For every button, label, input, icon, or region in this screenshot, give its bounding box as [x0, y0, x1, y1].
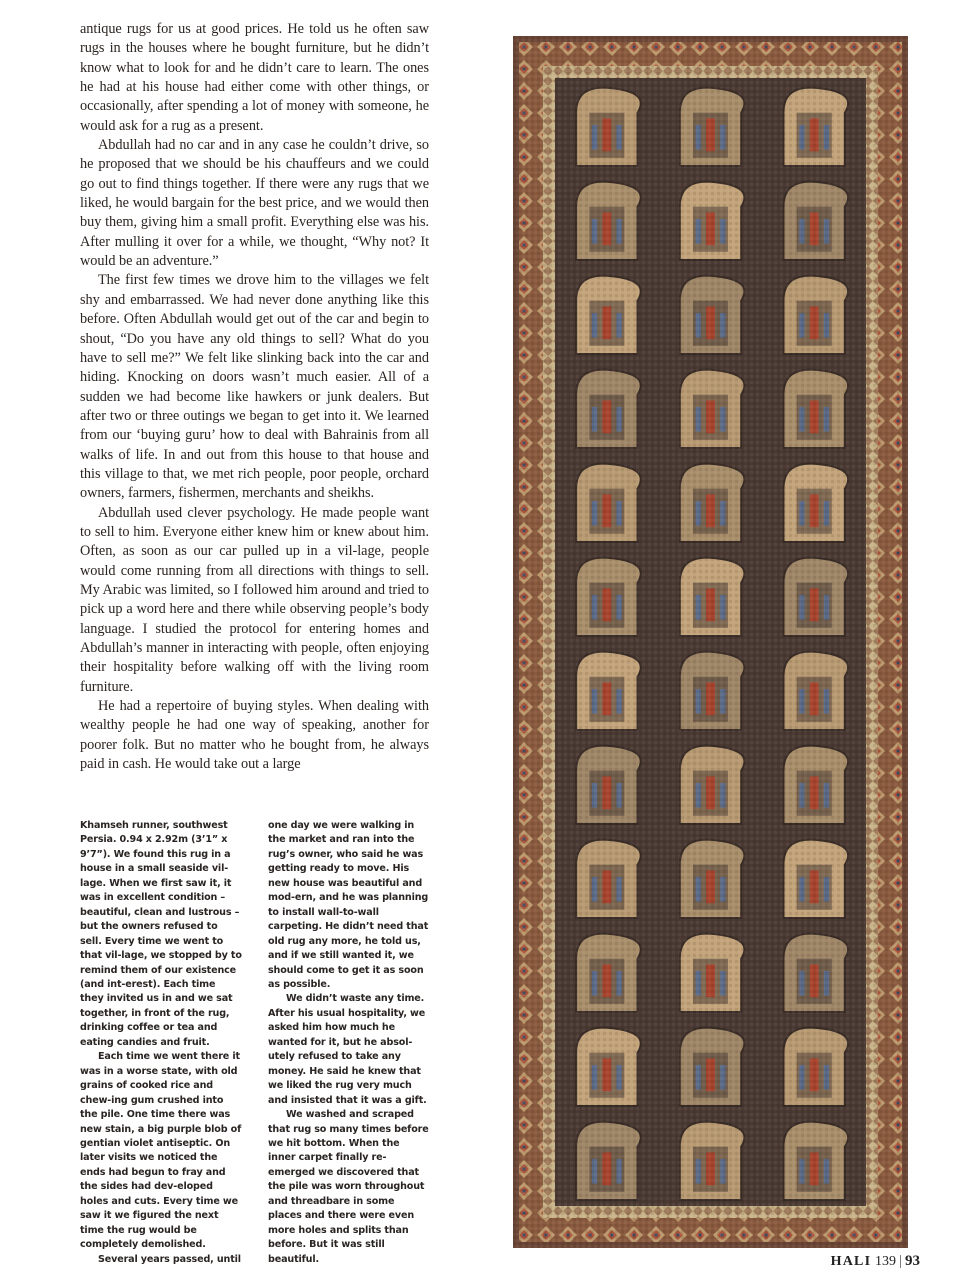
caption-column-left: [80, 819, 242, 1267]
footer-separator: |: [898, 1253, 902, 1269]
rug-texture: [513, 36, 908, 1248]
article-paragraph: antique rugs for us at good prices. He told us he often saw rugs in the houses where he bought furniture, but he didn’t know what to look for and he didn’t care to learn. The ones he had at his house had either come with other things, or occasionally, after spending a lot of money with someone, he would ask for a rug as a present.: [80, 21, 429, 134]
magazine-name: HALI: [830, 1254, 872, 1269]
khamseh-runner-image: [513, 36, 908, 1248]
caption-paragraph: Khamseh runner, southwest Persia. 0.94 x 2.92m (3’1” x 9’7”). We found this rug in a house in a small seaside vil-lage. When we first saw it, it was in excellent condition – beautiful, clean and lustrous – but the owners refused to sell. Every time we went to that vil-lage, we stopped by to remind them of our existence (and int-erest). Each time they invited us in and we sat together, in front of the rug, drinking coffee or tea and eating candies and fruit.: [80, 820, 242, 1048]
article-body-column: [80, 20, 429, 774]
issue-number: 139: [874, 1254, 896, 1269]
caption-paragraph: We didn’t waste any time. After his usual hospitality, we asked him how much he wanted for it, but he absol-utely refused to take any money. He said he knew that we liked the rug very much and insisted that it was a gift.: [268, 993, 427, 1106]
caption-column-right: [268, 819, 430, 1267]
rug-graphic: [513, 36, 908, 1248]
article-paragraph: He had a repertoire of buying styles. When dealing with wealthy people he had one way of speaking, another for poorer folk. But no matter who he bought from, he always paid in cash. He would take out a large: [80, 698, 429, 773]
caption-paragraph: Each time we went there it was in a worse state, with old grains of cooked rice and chew-ing gum crushed into the pile. One time there was new stain, a big purple blob of gentian violet antiseptic. On later visits we noticed the ends had begun to fray and the sides had dev-eloped holes and cuts. Every time we saw it we figured the next time the rug would be completely demolished.: [80, 1051, 242, 1251]
caption-paragraph: We washed and scraped that rug so many times before we hit bottom. When the inner carpet finally re-emerged we discovered that the pile was worn throughout and threadbare in some places and there were even more holes and splits than before. But it was still beautiful.: [268, 1109, 429, 1265]
article-paragraph: The first few times we drove him to the villages we felt shy and embarrassed. We had never done anything like this before. Often Abdullah would get out of the car and begin to shout, “Do you have any old things to sell? What do you have to sell me?” We felt like slinking back into the car and hiding. Knocking on doors wasn’t much easier. All of a sudden we had become like hawkers or junk dealers. But after two or three outings we began to get into it. We learned from our ‘buying guru’ how to deal with Bahrainis from all walks of life. In and out from this house to that house and this village to that, we met rich people, poor people, orchard owners, farmers, fishermen, merchants and sheikhs.: [80, 272, 429, 502]
caption-paragraph: one day we were walking in the market and ran into the rug’s owner, who said he was getting ready to move. His new house was beautiful and mod-ern, and he was planning to install wall-to-wall carpeting. He didn’t need that old rug any more, he told us, and if we still wanted it, we should come to get it as soon as possible.: [268, 820, 429, 990]
article-paragraph: Abdullah used clever psychology. He made people want to sell to him. Everyone either knew him or knew about him. Often, as soon as our car pulled up in a vil-lage, people would come running from all directions with things to sell. My Arabic was limited, so I followed him around and tried to pick up a word here and there while observing people’s body language. I studied the protocol for entering homes and Abdullah’s manner in interacting with people, often enjoying their hospitality before walking off with the living room furniture.: [80, 504, 429, 695]
caption-paragraph: Several years passed, until: [98, 1253, 241, 1265]
page-footer: [831, 1253, 920, 1270]
page-number: 93: [905, 1253, 920, 1269]
article-paragraph: Abdullah had no car and in any case he couldn’t drive, so he proposed that we should be his chauffeurs and we could go out to find things together. If there were any rugs that we liked, he would bargain for the best price, and we would then buy them, giving him a small profit. Everything else was his. After mulling it over for a while, we thought, “Why not? It would be an adventure.”: [80, 137, 429, 270]
